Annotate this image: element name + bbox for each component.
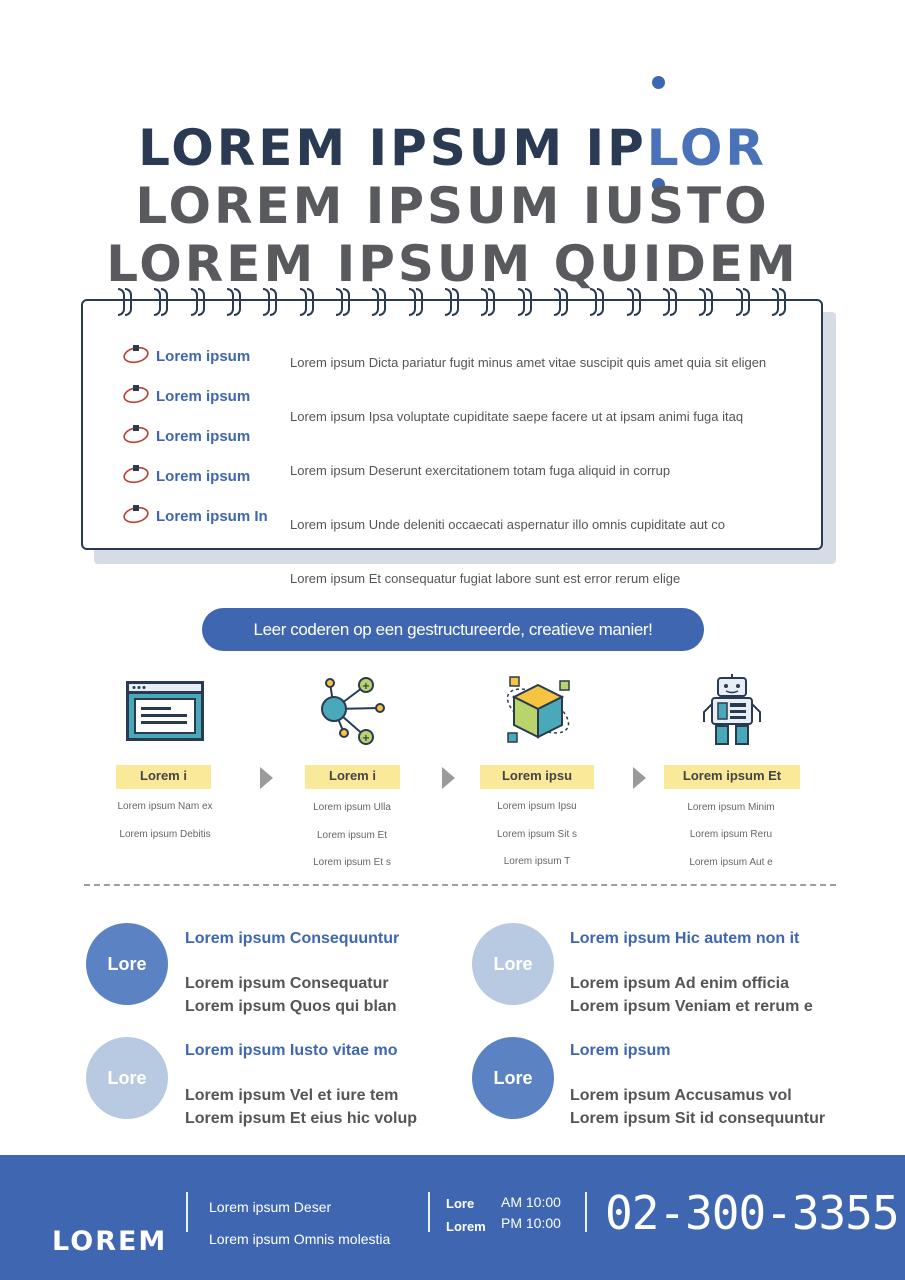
hours-label: Lore xyxy=(446,1196,475,1211)
svg-text:+: + xyxy=(361,681,371,692)
ring-icon xyxy=(590,286,606,314)
feature-line: Lorem ipsum Sit id consequuntur xyxy=(570,1110,826,1127)
ring-icon xyxy=(699,286,715,314)
step-line: Lorem ipsum Et s xyxy=(313,857,391,868)
ring-icon xyxy=(772,286,788,314)
feature-line: Lorem ipsum Et eius hic volup xyxy=(185,1110,418,1127)
ring-icon xyxy=(300,286,316,314)
phone-number: 02-300-3355 xyxy=(605,1186,899,1240)
arrow-right-icon xyxy=(260,767,273,789)
hours-label: Lorem xyxy=(446,1219,486,1234)
feature-title: Lorem ipsum Hic autem non it xyxy=(570,930,800,947)
footer-divider xyxy=(186,1192,188,1232)
ring-icon xyxy=(736,286,752,314)
circle-mark-icon xyxy=(122,503,150,525)
note-text: Lorem ipsum Dicta pariatur fugit minus amet vitae suscipit quis amet quia sit eligen xyxy=(290,355,767,370)
step-line: Lorem ipsum Minim xyxy=(687,802,775,813)
footer-info: Lorem ipsum Deser xyxy=(209,1199,332,1215)
step-line: Lorem ipsum Et xyxy=(316,830,388,841)
browser-window-icon xyxy=(126,681,204,741)
step-line: Lorem ipsum Nam ex xyxy=(117,801,213,812)
feature-line: Lorem ipsum Accusamus vol xyxy=(570,1087,792,1104)
ring-icon xyxy=(118,286,134,314)
section-divider xyxy=(84,884,836,886)
footer-logo: LOREM xyxy=(52,1226,168,1257)
arrow-right-icon xyxy=(633,767,646,789)
hours-value: PM 10:00 xyxy=(501,1215,561,1231)
ring-icon xyxy=(263,286,279,314)
slogan-banner: Leer coderen op een gestructureerde, creatieve manier! xyxy=(202,608,704,651)
ring-icon xyxy=(554,286,570,314)
step-line: Lorem ipsum Ulla xyxy=(313,802,391,813)
hours-value: AM 10:00 xyxy=(501,1194,561,1210)
ring-icon xyxy=(191,286,207,314)
ring-icon xyxy=(627,286,643,314)
circle-mark-icon xyxy=(122,383,150,405)
robot-icon xyxy=(700,672,764,748)
note-label: Lorem ipsum In xyxy=(156,508,268,525)
footer-info: Lorem ipsum Omnis molestia xyxy=(209,1231,391,1247)
circle-mark-icon xyxy=(122,343,150,365)
arrow-right-icon xyxy=(442,767,455,789)
ring-icon xyxy=(372,286,388,314)
ring-icon xyxy=(663,286,679,314)
feature-title: Lorem ipsum Consequuntur xyxy=(185,930,400,947)
notebook-rings xyxy=(118,286,788,316)
feature-title: Lorem ipsum xyxy=(570,1042,671,1059)
feature-line: Lorem ipsum Ad enim officia xyxy=(570,975,789,992)
step-line: Lorem ipsum Aut e xyxy=(689,857,773,868)
step-line: Lorem ipsum Reru xyxy=(689,829,773,840)
feature-line: Lorem ipsum Veniam et rerum e xyxy=(570,998,813,1015)
feature-circle: Lore xyxy=(472,923,554,1005)
footer-divider xyxy=(428,1192,430,1232)
circle-mark-icon xyxy=(122,423,150,445)
note-label: Lorem ipsum xyxy=(156,348,251,365)
title-line-2: LOREM IPSUM IUSTO xyxy=(135,177,770,235)
title-line-1: LOREM IPSUM IPLOR xyxy=(138,119,767,177)
note-text: Lorem ipsum Unde deleniti occaecati aspernatur illo omnis cupiditate aut co xyxy=(290,517,726,532)
feature-line: Lorem ipsum Consequatur xyxy=(185,975,389,992)
step-title: Lorem ipsum Et xyxy=(664,765,800,789)
feature-circle: Lore xyxy=(86,1037,168,1119)
ring-icon xyxy=(481,286,497,314)
ring-icon xyxy=(518,286,534,314)
feature-circle: Lore xyxy=(472,1037,554,1119)
step-title: Lorem ipsu xyxy=(480,765,594,789)
footer-divider xyxy=(585,1192,587,1232)
feature-line: Lorem ipsum Quos qui blan xyxy=(185,998,397,1015)
ring-icon xyxy=(227,286,243,314)
decor-dot-top xyxy=(652,76,665,89)
3d-cube-icon xyxy=(500,673,576,747)
feature-line: Lorem ipsum Vel et iure tem xyxy=(185,1087,399,1104)
svg-text:+: + xyxy=(361,733,371,744)
note-label: Lorem ipsum xyxy=(156,388,251,405)
ring-icon xyxy=(445,286,461,314)
note-text: Lorem ipsum Et consequatur fugiat labore sunt est error rerum elige xyxy=(290,571,681,586)
step-line: Lorem ipsum Sit s xyxy=(496,829,578,840)
note-text: Lorem ipsum Deserunt exercitationem totam fuga aliquid in corrup xyxy=(290,463,671,478)
feature-title: Lorem ipsum Iusto vitae mo xyxy=(185,1042,398,1059)
ring-icon xyxy=(336,286,352,314)
step-line: Lorem ipsum Debitis xyxy=(119,829,211,840)
step-title: Lorem i xyxy=(116,765,211,789)
note-label: Lorem ipsum xyxy=(156,468,251,485)
step-line: Lorem ipsum Ipsu xyxy=(497,801,577,812)
note-text: Lorem ipsum Ipsa voluptate cupiditate saepe facere ut at ipsam animi fuga itaq xyxy=(290,409,744,424)
ring-icon xyxy=(154,286,170,314)
step-line: Lorem ipsum T xyxy=(503,856,571,867)
step-title: Lorem i xyxy=(305,765,400,789)
feature-circle: Lore xyxy=(86,923,168,1005)
molecule-network-icon xyxy=(318,675,388,747)
ring-icon xyxy=(409,286,425,314)
note-label: Lorem ipsum xyxy=(156,428,251,445)
title-accent: LOR xyxy=(646,119,767,177)
circle-mark-icon xyxy=(122,463,150,485)
title-line-3: LOREM IPSUM QUIDEM xyxy=(106,235,799,293)
